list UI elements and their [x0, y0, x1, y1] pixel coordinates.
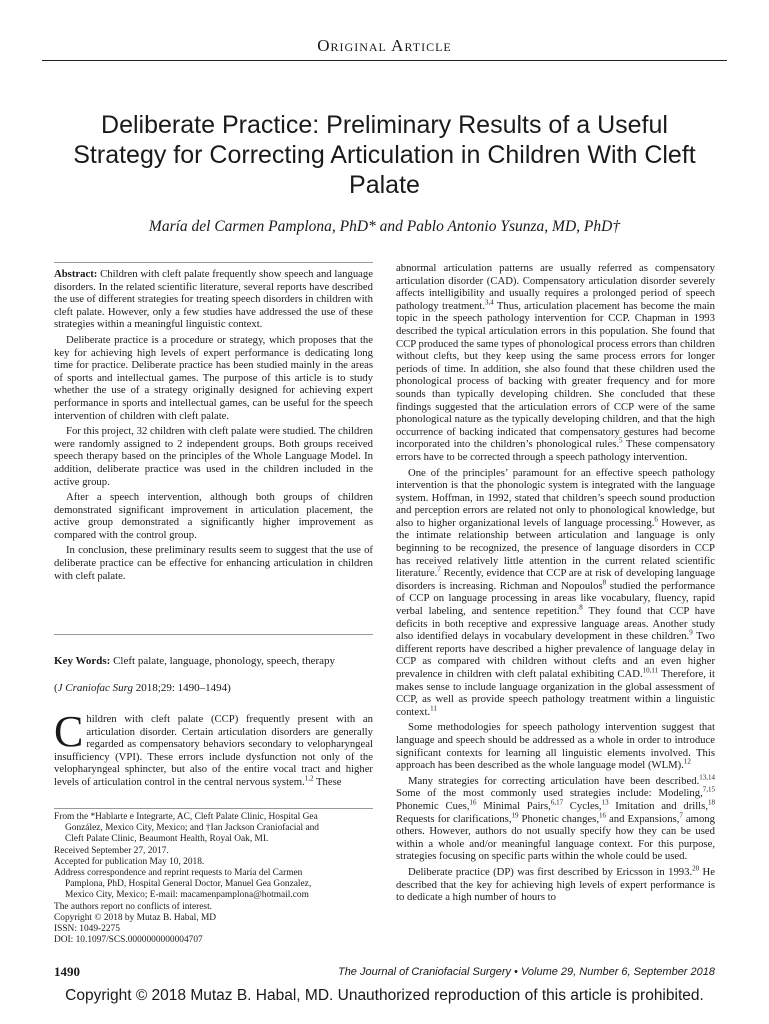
reference-marker: 1,2 [304, 774, 314, 783]
reference-marker: 11 [430, 704, 437, 713]
reference-marker: 3,4 [485, 298, 494, 307]
keywords [54, 655, 373, 668]
body-right-column [396, 262, 715, 904]
reference-marker: 16 [469, 798, 477, 807]
reference-marker: 9 [689, 628, 693, 637]
citation-open: ( [54, 682, 58, 694]
abstract-box [54, 262, 373, 635]
body-paragraph: Some methodologies for speech pathology intervention suggest that language and speech should be addressed as a whole in order to introduce significant contexts for learning all linguistic elements involved. This approach has been described as the whole language model (WLM).$^{12}$ [396, 721, 715, 772]
abstract-paragraph: Deliberate practice is a procedure or strategy, which proposes that the key for achieving high levels of expert performance is dedicating long time for practice. Deliberate practice has been studied mainly in the areas of sports and intellectual games. The purpose of this article is to study whether the use of a strategy originally designed for achieving expert performance in sports and intellectual games, can be useful for the speech intervention of children with cleft palate. [54, 333, 373, 422]
introduction [54, 707, 373, 789]
issn-line: ISSN: 1049-2275 [54, 924, 120, 935]
reference-marker: 5 [619, 436, 623, 445]
body-paragraph: Deliberate practice (DP) was first described by Ericsson in 1993.20 He described that the key for achieving high levels of expert performance is to dedicate a high number of hours to [396, 864, 715, 904]
citation [54, 682, 373, 694]
reference-marker: 19 [511, 810, 519, 819]
reference-marker: 6 [654, 515, 658, 524]
received-date: Received September 27, 2017. [54, 845, 169, 856]
reference-marker: 8 [602, 578, 607, 587]
body-paragraph: Many strategies for correcting articulation have been described.$^{13,14}$ Some of the most commonly used strategies include: Modeling,$^{7,15}$ Phonemic Cues,$^{16}$ Minimal Pairs,$^{6,17}$ Cycles,$^{13}$ Imitation and drills,$^{18}$ Requests for clarifications,$^{19}$ Phonetic changes,$^{16}$ and Expansions,$^7$ among others. However, authors do not usually specify how they can be used within a whole and/or meaningful language context. For this purpose, strategies focusing on specific parts within the whole could be used. [396, 773, 715, 863]
abstract-paragraph: For this project, 32 children with cleft palate were studied. The children were randomly assigned to 2 independent groups. Both groups received speech therapy based on the principles of the Whole Language Model. In addition, deliberate practice was used in the children included in the active group. [54, 425, 373, 488]
reference-marker: 8 [579, 603, 583, 612]
abstract-paragraph: After a speech intervention, although both groups of children demonstrated significant improvement in articulation placement, the active group demonstrated a significantly higher improvement as compared with the control group. [54, 491, 373, 541]
affiliations [54, 812, 373, 946]
article-title: Deliberate Practice: Preliminary Results of a Useful Strategy for Correcting Articulation in Children With Cleft Palate [73, 111, 696, 199]
doi-line: DOI: 10.1097/SCS.0000000000004707 [54, 935, 203, 946]
abstract-text: Children with cleft palate frequently show speech and language disorders. In the related scientific literature, several reports have described the use of different strategies for treating speech disorders in children with cleft palate. However, only a few studies have addressed the use of these strategies within a meaningful linguistic context. [54, 268, 374, 331]
abstract-label: Abstract: [54, 268, 98, 280]
section-label: Original Article [317, 36, 452, 55]
copyright-notice: Copyright © 2018 Mutaz B. Habal, MD. Unauthorized reproduction of this article is prohibited. [65, 987, 704, 1004]
correspondence-line: Address correspondence and reprint requests to María del Carmen [54, 868, 303, 879]
affiliation-line: Cleft Palate Clinic, Beaumont Health, Royal Oak, MI. [65, 834, 269, 845]
reference-marker: 13,14 [699, 773, 715, 782]
keywords-text: Cleft palate, language, phonology, speech, therapy [113, 655, 336, 667]
body-paragraph: abnormal articulation patterns are usually referred as compensatory articulation disorder (CAD). Compensatory articulation disorder severely affects intelligibility and usually requires a prolonged period of speech pathology treatment.$^{3,4}$ Thus, articulation placement has become the main topic in the speech pathology intervention for CCP. Chapman in 1993 described the typical articulation errors in this population. She found that CCP produced the same types of phonological process errors than children without clefts, but they keep using the same process errors for longer periods of time. In addition, she also found that these children used the phonological process of backing with greater frequency and for more sounds than typically developing children. She concluded that these findings suggested that the articulation errors of CCP were of the same phonological nature as the typically developing children, and that the high occurrence of backing indicated that compensatory gestures had become incorporated into the children’s phonological rules.$^5$ These compensatory errors have to be corrected through a speech pathology intervention. [396, 262, 715, 463]
correspondence-email: Mexico City, Mexico; E-mail: macamenpamplona@hotmail.com [65, 890, 309, 901]
body-paragraph: One of the principles’ paramount for an effective speech pathology intervention is that the phonologic system is integrated with the language system. Hoffman, in 1992, stated that children’s speech sound production and perception errors are related not only to phonological knowledge, but also to higher organizational levels of language processing.$^6$ However, as the intimate relationship between articulation and language is only beginning to be recognized, the presence of language disorders in CCP has received relatively little attention in the current related scientific literature.$^7$ Recently, evidence that CCP are at risk of developing language disorders is increasing. Richman and Nopoulos$^8$ studied the performance of CCP on language processing in areas like vocabulary, fluency, rapid verbal labeling, and sentence repetition.$^8$ They found that CCP have deficits in both receptive and expressive language areas. Another study also identified delays in vocabulary development in these children.$^9$ Two different reports have described a higher prevalence of language delay in CCP as compared with children without clefts and an even higher prevalence in children with cleft palatal exhibiting CAD.$^{10,11}$ Therefore, it makes sense to include language organization in the global assessment of CCP, as well as provide speech pathology treatment within a linguistic context.$^{11}$ [396, 466, 716, 718]
abstract-paragraph [54, 268, 373, 331]
author-line: María del Carmen Pamplona, PhD* and Pablo Antonio Ysunza, MD, PhD† [148, 218, 621, 235]
reference-marker: 16 [599, 810, 607, 819]
citation-details: 2018;29: 1490–1494) [135, 682, 231, 694]
intro-text: hildren with cleft palate (CCP) frequently present with an articulation disorder. Certain articulation disorders are generally regarded as compensatory behaviors secondary to velopharyngeal insufficiency (VPI). These errors include dysfunction not only of the velopharyngeal sphincter, but also of the entire vocal tract and higher levels of articulation control in the central nervous system. [54, 713, 373, 788]
header-rule [42, 60, 727, 61]
intro-paragraph [54, 707, 373, 789]
reference-marker: 20 [692, 864, 700, 873]
affiliation-rule [54, 808, 373, 809]
reference-marker: 6,17 [550, 798, 564, 807]
reference-marker: 7,15 [702, 785, 715, 794]
reference-marker: 7 [437, 565, 441, 574]
reference-marker: 7 [679, 810, 683, 819]
reference-marker: 12 [683, 757, 691, 766]
conflicts-line: The authors report no conflicts of interest. [54, 901, 213, 912]
drop-cap: C [54, 707, 84, 756]
keywords-label: Key Words: [54, 655, 111, 667]
reference-marker: 10,11 [642, 666, 659, 675]
reference-marker: 18 [708, 798, 715, 807]
footer-journal: The Journal of Craniofacial Surgery • Volume 29, Number 6, September 2018 [337, 966, 715, 978]
intro-tail: These [313, 775, 342, 788]
correspondence-line: Pamplona, PhD, Hospital General Doctor, Manuel Gea Gonzalez, [65, 879, 312, 890]
citation-journal: J Craniofac Surg [57, 682, 134, 694]
affiliation-line: From the *Hablarte e Integrarte, AC, Cleft Palate Clinic, Hospital Gea [54, 812, 318, 822]
copyright-line: Copyright © 2018 by Mutaz B. Habal, MD [54, 912, 217, 923]
accepted-date: Accepted for publication May 10, 2018. [54, 856, 205, 867]
affiliation-line: González, Mexico City, Mexico; and †Ian Jackson Craniofacial and [65, 823, 319, 834]
reference-marker: 13 [601, 798, 609, 807]
page-number: 1490 [54, 964, 80, 979]
abstract-paragraph: In conclusion, these preliminary results seem to suggest that the use of deliberate practice can be effective for enhancing articulation in children with cleft palate. [54, 544, 373, 582]
